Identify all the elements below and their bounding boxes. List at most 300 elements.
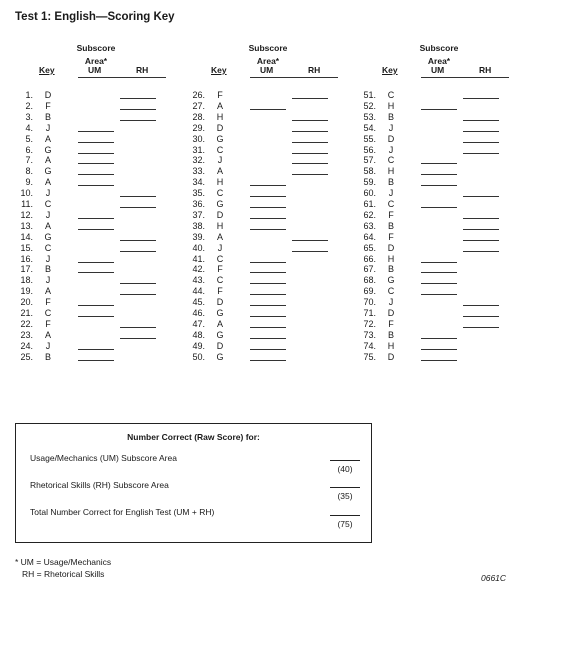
um-score-blank[interactable] bbox=[250, 196, 286, 197]
rh-score-blank[interactable] bbox=[292, 98, 328, 99]
answer-key: G bbox=[216, 351, 224, 362]
rh-score-blank[interactable] bbox=[120, 294, 156, 295]
header-rule bbox=[78, 77, 166, 78]
question-number: 65. bbox=[363, 242, 376, 253]
question-number: 66. bbox=[363, 253, 376, 264]
question-number: 18. bbox=[20, 275, 33, 286]
header-rule bbox=[250, 77, 338, 78]
answer-section-3 bbox=[357, 40, 527, 410]
raw-score-title: Number Correct (Raw Score) for: bbox=[127, 432, 260, 442]
header-rule bbox=[421, 77, 509, 78]
answer-row bbox=[14, 319, 184, 330]
subscore-header: Subscore bbox=[76, 43, 116, 53]
answer-row bbox=[14, 101, 184, 112]
um-score-blank[interactable] bbox=[78, 305, 114, 306]
answer-row bbox=[186, 243, 356, 254]
answer-key: A bbox=[44, 133, 51, 144]
rh-header: RH bbox=[136, 65, 149, 75]
rh-score-blank[interactable] bbox=[292, 251, 328, 252]
answer-key: C bbox=[216, 253, 224, 264]
um-score-blank[interactable] bbox=[421, 360, 457, 361]
question-number: 31. bbox=[192, 144, 205, 155]
answer-row bbox=[357, 188, 527, 199]
answer-row bbox=[357, 155, 527, 166]
um-score-blank[interactable] bbox=[250, 283, 286, 284]
answer-row bbox=[186, 341, 356, 352]
answer-row bbox=[14, 308, 184, 319]
um-subscore-label: Usage/Mechanics (UM) Subscore Area bbox=[30, 453, 177, 463]
answer-key: H bbox=[387, 340, 395, 351]
answer-key: C bbox=[216, 144, 224, 155]
answer-row bbox=[14, 286, 184, 297]
answer-key: H bbox=[387, 100, 395, 111]
rh-score-blank[interactable] bbox=[463, 251, 499, 252]
answer-row bbox=[186, 330, 356, 341]
answer-row bbox=[14, 177, 184, 188]
question-number: 48. bbox=[192, 329, 205, 340]
rh-score-blank[interactable] bbox=[120, 283, 156, 284]
rh-score-blank[interactable] bbox=[120, 240, 156, 241]
answer-section-1 bbox=[14, 40, 184, 410]
question-number: 73. bbox=[363, 329, 376, 340]
um-score-blank[interactable] bbox=[250, 316, 286, 317]
question-number: 75. bbox=[363, 351, 376, 362]
question-number: 57. bbox=[363, 155, 376, 166]
question-number: 16. bbox=[20, 253, 33, 264]
question-number: 7. bbox=[25, 155, 33, 166]
question-number: 6. bbox=[25, 144, 33, 155]
um-score-blank[interactable] bbox=[78, 174, 114, 175]
question-number: 50. bbox=[192, 351, 205, 362]
rh-score-blank[interactable] bbox=[463, 120, 499, 121]
question-number: 42. bbox=[192, 264, 205, 275]
rh-subscore-label: Rhetorical Skills (RH) Subscore Area bbox=[30, 480, 169, 490]
answer-key: A bbox=[44, 286, 51, 297]
answer-row bbox=[186, 90, 356, 101]
answer-key: J bbox=[217, 242, 223, 253]
answer-row bbox=[186, 221, 356, 232]
um-score-blank[interactable] bbox=[421, 294, 457, 295]
answer-key: H bbox=[216, 111, 224, 122]
question-number: 53. bbox=[363, 111, 376, 122]
answer-key: B bbox=[44, 264, 51, 275]
answer-row bbox=[186, 177, 356, 188]
um-score-blank[interactable] bbox=[78, 316, 114, 317]
question-number: 47. bbox=[192, 318, 205, 329]
answer-key: D bbox=[44, 90, 52, 100]
question-number: 13. bbox=[20, 220, 33, 231]
rh-score-blank[interactable] bbox=[330, 487, 360, 488]
answer-row bbox=[357, 352, 527, 363]
answer-key: A bbox=[44, 329, 51, 340]
answer-key: A bbox=[44, 155, 51, 166]
question-number: 33. bbox=[192, 166, 205, 177]
um-score-blank[interactable] bbox=[250, 360, 286, 361]
answer-row bbox=[357, 254, 527, 265]
answer-key: F bbox=[217, 264, 223, 275]
um-score-blank[interactable] bbox=[78, 185, 114, 186]
answer-key: C bbox=[216, 188, 224, 199]
rh-score-blank[interactable] bbox=[120, 338, 156, 339]
rh-score-blank[interactable] bbox=[463, 316, 499, 317]
rh-score-blank[interactable] bbox=[292, 131, 328, 132]
footnote-um: * UM = Usage/Mechanics bbox=[15, 557, 112, 567]
answer-key: B bbox=[387, 220, 394, 231]
answer-key: C bbox=[387, 199, 395, 209]
um-score-blank[interactable] bbox=[78, 131, 114, 132]
answer-key: H bbox=[387, 166, 395, 177]
um-score-blank[interactable] bbox=[421, 283, 457, 284]
question-number: 71. bbox=[363, 308, 376, 318]
rh-score-blank[interactable] bbox=[463, 218, 499, 219]
subscore-header: Subscore bbox=[248, 43, 288, 53]
answer-key: C bbox=[387, 90, 395, 100]
um-score-blank[interactable] bbox=[78, 272, 114, 273]
question-number: 43. bbox=[192, 275, 205, 286]
question-number: 56. bbox=[363, 144, 376, 155]
question-number: 5. bbox=[25, 133, 33, 144]
answer-section-2 bbox=[186, 40, 356, 410]
question-number: 45. bbox=[192, 297, 205, 308]
question-number: 25. bbox=[20, 351, 33, 362]
answer-row bbox=[186, 297, 356, 308]
question-number: 61. bbox=[363, 199, 376, 209]
question-number: 38. bbox=[192, 220, 205, 231]
answer-row bbox=[357, 308, 527, 319]
answer-key: G bbox=[216, 329, 224, 340]
answer-row bbox=[186, 264, 356, 275]
answer-row bbox=[357, 221, 527, 232]
question-number: 29. bbox=[192, 122, 205, 133]
question-number: 68. bbox=[363, 275, 376, 286]
question-number: 74. bbox=[363, 340, 376, 351]
rh-score-blank[interactable] bbox=[463, 142, 499, 143]
answer-row bbox=[357, 101, 527, 112]
question-number: 32. bbox=[192, 155, 205, 166]
um-score-blank[interactable] bbox=[78, 163, 114, 164]
um-score-blank[interactable] bbox=[250, 349, 286, 350]
answer-key: G bbox=[44, 231, 52, 242]
answer-row bbox=[186, 232, 356, 243]
answer-key: G bbox=[387, 275, 395, 286]
um-header: UM bbox=[260, 65, 274, 75]
rh-max-score: (35) bbox=[337, 491, 353, 501]
answer-key: B bbox=[387, 111, 394, 122]
answer-row bbox=[14, 243, 184, 254]
question-number: 1. bbox=[25, 90, 33, 100]
question-number: 54. bbox=[363, 122, 376, 133]
answer-key: D bbox=[387, 242, 395, 253]
subscore-header: Subscore bbox=[419, 43, 459, 53]
answer-key: J bbox=[388, 144, 394, 155]
answer-row bbox=[357, 177, 527, 188]
answer-key: H bbox=[216, 177, 224, 188]
um-score-blank[interactable] bbox=[250, 109, 286, 110]
question-number: 63. bbox=[363, 220, 376, 231]
question-number: 21. bbox=[20, 308, 33, 318]
footnote-rh: RH = Rhetorical Skills bbox=[22, 569, 105, 579]
answer-key: D bbox=[216, 340, 224, 351]
answer-row bbox=[14, 275, 184, 286]
answer-row bbox=[357, 90, 527, 101]
rh-score-blank[interactable] bbox=[463, 240, 499, 241]
rh-score-blank[interactable] bbox=[463, 153, 499, 154]
rh-score-blank[interactable] bbox=[292, 153, 328, 154]
answer-row bbox=[14, 352, 184, 363]
rh-score-blank[interactable] bbox=[463, 327, 499, 328]
um-score-blank[interactable] bbox=[421, 272, 457, 273]
answer-key: C bbox=[387, 155, 395, 166]
um-score-blank[interactable] bbox=[421, 174, 457, 175]
rh-header: RH bbox=[308, 65, 321, 75]
um-score-blank[interactable] bbox=[250, 207, 286, 208]
answer-row bbox=[14, 232, 184, 243]
area-header: Area* bbox=[256, 56, 280, 66]
answer-row bbox=[186, 286, 356, 297]
answer-key: F bbox=[388, 231, 394, 242]
question-number: 34. bbox=[192, 177, 205, 188]
answer-row bbox=[357, 232, 527, 243]
um-score-blank[interactable] bbox=[250, 338, 286, 339]
answer-row bbox=[14, 188, 184, 199]
um-score-blank[interactable] bbox=[330, 460, 360, 461]
answer-key: D bbox=[387, 308, 395, 318]
answer-row bbox=[357, 297, 527, 308]
answer-row bbox=[186, 123, 356, 134]
answer-key: B bbox=[387, 329, 394, 340]
um-score-blank[interactable] bbox=[250, 327, 286, 328]
um-score-blank[interactable] bbox=[78, 262, 114, 263]
um-score-blank[interactable] bbox=[421, 109, 457, 110]
question-number: 37. bbox=[192, 209, 205, 220]
answer-row bbox=[186, 319, 356, 330]
answer-key: C bbox=[44, 199, 52, 209]
rh-score-blank[interactable] bbox=[292, 120, 328, 121]
answer-key: J bbox=[388, 122, 394, 133]
question-number: 35. bbox=[192, 188, 205, 199]
question-number: 4. bbox=[25, 122, 33, 133]
answer-key: B bbox=[44, 111, 51, 122]
answer-key: J bbox=[45, 209, 51, 220]
answer-row bbox=[14, 199, 184, 210]
question-number: 44. bbox=[192, 286, 205, 297]
answer-row bbox=[357, 264, 527, 275]
um-score-blank[interactable] bbox=[250, 229, 286, 230]
rh-score-blank[interactable] bbox=[463, 131, 499, 132]
answer-row bbox=[186, 352, 356, 363]
answer-row bbox=[14, 112, 184, 123]
answer-key: G bbox=[216, 308, 224, 318]
um-header: UM bbox=[431, 65, 445, 75]
answer-key: G bbox=[216, 199, 224, 209]
answer-row bbox=[14, 264, 184, 275]
question-number: 72. bbox=[363, 318, 376, 329]
answer-key: F bbox=[45, 318, 51, 329]
answer-key: D bbox=[216, 297, 224, 308]
question-number: 12. bbox=[20, 209, 33, 220]
answer-key: C bbox=[44, 242, 52, 253]
answer-key: F bbox=[388, 209, 394, 220]
answer-row bbox=[14, 254, 184, 265]
answer-key: A bbox=[44, 220, 51, 231]
total-max-score: (75) bbox=[337, 519, 353, 529]
question-number: 62. bbox=[363, 209, 376, 220]
um-score-blank[interactable] bbox=[78, 360, 114, 361]
answer-row bbox=[186, 134, 356, 145]
answer-row bbox=[357, 166, 527, 177]
key-header: Key bbox=[39, 65, 55, 75]
answer-row bbox=[357, 319, 527, 330]
rh-score-blank[interactable] bbox=[463, 229, 499, 230]
answer-key: F bbox=[388, 318, 394, 329]
answer-key: G bbox=[44, 144, 52, 155]
um-score-blank[interactable] bbox=[78, 218, 114, 219]
um-score-blank[interactable] bbox=[78, 229, 114, 230]
rh-score-blank[interactable] bbox=[292, 240, 328, 241]
rh-score-blank[interactable] bbox=[120, 251, 156, 252]
rh-header: RH bbox=[479, 65, 492, 75]
answer-row bbox=[186, 155, 356, 166]
rh-score-blank[interactable] bbox=[463, 98, 499, 99]
question-number: 67. bbox=[363, 264, 376, 275]
answer-row bbox=[357, 275, 527, 286]
answer-row bbox=[186, 275, 356, 286]
um-score-blank[interactable] bbox=[250, 305, 286, 306]
rh-score-blank[interactable] bbox=[120, 98, 156, 99]
um-score-blank[interactable] bbox=[421, 185, 457, 186]
page-title: Test 1: English—Scoring Key bbox=[15, 11, 175, 23]
question-number: 27. bbox=[192, 100, 205, 111]
rh-score-blank[interactable] bbox=[292, 142, 328, 143]
answer-row bbox=[14, 145, 184, 156]
question-number: 22. bbox=[20, 318, 33, 329]
question-number: 19. bbox=[20, 286, 33, 297]
answer-row bbox=[14, 166, 184, 177]
um-score-blank[interactable] bbox=[421, 349, 457, 350]
question-number: 59. bbox=[363, 177, 376, 188]
rh-score-blank[interactable] bbox=[463, 305, 499, 306]
question-number: 36. bbox=[192, 199, 205, 209]
answer-key: C bbox=[216, 275, 224, 286]
answer-key: B bbox=[44, 351, 51, 362]
answer-key: D bbox=[216, 209, 224, 220]
question-number: 55. bbox=[363, 133, 376, 144]
rh-score-blank[interactable] bbox=[463, 196, 499, 197]
question-number: 2. bbox=[25, 100, 33, 111]
answer-row bbox=[357, 199, 527, 210]
question-number: 69. bbox=[363, 286, 376, 297]
question-number: 3. bbox=[25, 111, 33, 122]
answer-row bbox=[186, 145, 356, 156]
answer-row bbox=[357, 210, 527, 221]
um-score-blank[interactable] bbox=[250, 185, 286, 186]
answer-key: H bbox=[387, 253, 395, 264]
answer-row bbox=[14, 90, 184, 101]
um-score-blank[interactable] bbox=[78, 153, 114, 154]
question-number: 26. bbox=[192, 90, 205, 100]
question-number: 11. bbox=[21, 199, 33, 209]
answer-key: F bbox=[45, 297, 51, 308]
question-number: 39. bbox=[192, 231, 205, 242]
rh-score-blank[interactable] bbox=[120, 120, 156, 121]
answer-row bbox=[186, 101, 356, 112]
um-score-blank[interactable] bbox=[78, 349, 114, 350]
um-score-blank[interactable] bbox=[250, 272, 286, 273]
answer-key: F bbox=[45, 100, 51, 111]
answer-row bbox=[14, 330, 184, 341]
question-number: 20. bbox=[20, 297, 33, 308]
um-score-blank[interactable] bbox=[421, 262, 457, 263]
question-number: 24. bbox=[20, 340, 33, 351]
rh-score-blank[interactable] bbox=[120, 207, 156, 208]
question-number: 17. bbox=[20, 264, 33, 275]
answer-row bbox=[357, 134, 527, 145]
rh-score-blank[interactable] bbox=[120, 196, 156, 197]
answer-key: D bbox=[387, 351, 395, 362]
um-max-score: (40) bbox=[337, 464, 353, 474]
question-number: 14. bbox=[20, 231, 33, 242]
answer-key: G bbox=[44, 166, 52, 177]
answer-row bbox=[186, 188, 356, 199]
answer-row bbox=[14, 210, 184, 221]
question-number: 46. bbox=[192, 308, 205, 318]
question-number: 58. bbox=[363, 166, 376, 177]
answer-key: A bbox=[216, 100, 223, 111]
answer-row bbox=[14, 297, 184, 308]
um-header: UM bbox=[88, 65, 102, 75]
question-number: 64. bbox=[363, 231, 376, 242]
um-score-blank[interactable] bbox=[250, 294, 286, 295]
um-score-blank[interactable] bbox=[250, 218, 286, 219]
answer-row bbox=[14, 341, 184, 352]
answer-row bbox=[357, 286, 527, 297]
um-score-blank[interactable] bbox=[250, 262, 286, 263]
answer-row bbox=[14, 221, 184, 232]
question-number: 41. bbox=[192, 253, 205, 264]
answer-key: J bbox=[45, 340, 51, 351]
answer-row bbox=[357, 243, 527, 254]
rh-score-blank[interactable] bbox=[292, 163, 328, 164]
answer-row bbox=[357, 112, 527, 123]
area-header: Area* bbox=[84, 56, 108, 66]
answer-row bbox=[186, 199, 356, 210]
total-label: Total Number Correct for English Test (UM + RH) bbox=[30, 507, 215, 517]
answer-key: C bbox=[44, 308, 52, 318]
um-score-blank[interactable] bbox=[421, 207, 457, 208]
question-number: 28. bbox=[192, 111, 205, 122]
rh-score-blank[interactable] bbox=[292, 174, 328, 175]
answer-row bbox=[186, 166, 356, 177]
answer-row bbox=[14, 155, 184, 166]
question-number: 49. bbox=[192, 340, 205, 351]
rh-score-blank[interactable] bbox=[120, 327, 156, 328]
um-score-blank[interactable] bbox=[421, 163, 457, 164]
answer-key: A bbox=[216, 166, 223, 177]
um-score-blank[interactable] bbox=[78, 142, 114, 143]
answer-key: D bbox=[387, 133, 395, 144]
answer-row bbox=[186, 112, 356, 123]
answer-row bbox=[357, 145, 527, 156]
answer-key: J bbox=[388, 297, 394, 308]
question-number: 70. bbox=[363, 297, 376, 308]
rh-score-blank[interactable] bbox=[120, 109, 156, 110]
question-number: 9. bbox=[25, 177, 33, 188]
answer-row bbox=[186, 254, 356, 265]
question-number: 40. bbox=[192, 242, 205, 253]
um-score-blank[interactable] bbox=[421, 338, 457, 339]
form-code: 0661C bbox=[481, 573, 507, 583]
total-score-blank[interactable] bbox=[330, 515, 360, 516]
